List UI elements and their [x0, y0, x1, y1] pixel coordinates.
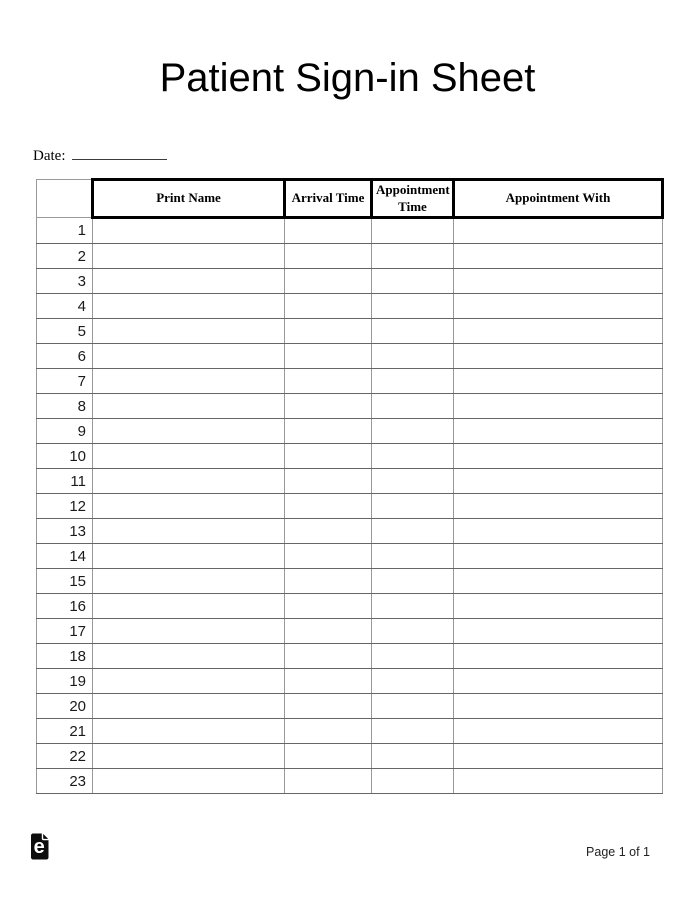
appointment-time-cell	[372, 669, 454, 694]
row-number-cell: 22	[37, 744, 93, 769]
table-row	[37, 594, 663, 619]
table-row	[37, 569, 663, 594]
arrival-time-cell	[285, 694, 372, 719]
appointment-with-cell	[454, 669, 663, 694]
appointment-time-cell	[372, 694, 454, 719]
print-name-cell	[93, 469, 285, 494]
appointment-with-cell	[454, 469, 663, 494]
appointment-time-cell	[372, 419, 454, 444]
appointment-with-cell	[454, 694, 663, 719]
appointment-time-cell	[372, 218, 454, 244]
arrival-time-cell	[285, 569, 372, 594]
appointment-time-cell	[372, 544, 454, 569]
arrival-time-cell	[285, 769, 372, 794]
appointment-with-cell	[454, 619, 663, 644]
table-row	[37, 369, 663, 394]
eforms-logo-icon	[30, 833, 49, 860]
arrival-time-cell	[285, 469, 372, 494]
print-name-cell	[93, 569, 285, 594]
print-name-cell	[93, 694, 285, 719]
print-name-cell	[93, 244, 285, 269]
appointment-with-cell	[454, 744, 663, 769]
appointment-time-cell	[372, 594, 454, 619]
header-cell-appointment-with: Appointment With	[454, 180, 663, 218]
table-row	[37, 444, 663, 469]
appointment-time-cell	[372, 769, 454, 794]
row-number-cell: 13	[37, 519, 93, 544]
arrival-time-cell	[285, 369, 372, 394]
row-number-cell: 17	[37, 619, 93, 644]
arrival-time-cell	[285, 519, 372, 544]
date-blank-field	[72, 146, 167, 160]
table-row	[37, 694, 663, 719]
print-name-cell	[93, 594, 285, 619]
appointment-time-cell	[372, 369, 454, 394]
arrival-time-cell	[285, 444, 372, 469]
row-number-cell: 8	[37, 394, 93, 419]
appointment-with-cell	[454, 218, 663, 244]
print-name-cell	[93, 719, 285, 744]
table-row	[37, 294, 663, 319]
date-line	[33, 146, 167, 165]
header-cell-row-number	[37, 180, 93, 218]
row-number-cell: 21	[37, 719, 93, 744]
arrival-time-cell	[285, 394, 372, 419]
signin-table	[36, 178, 664, 794]
table-row	[37, 719, 663, 744]
table-row	[37, 619, 663, 644]
table-row	[37, 244, 663, 269]
table-row	[37, 394, 663, 419]
appointment-time-cell	[372, 619, 454, 644]
print-name-cell	[93, 444, 285, 469]
appointment-with-cell	[454, 519, 663, 544]
row-number-cell: 18	[37, 644, 93, 669]
appointment-with-cell	[454, 594, 663, 619]
arrival-time-cell	[285, 494, 372, 519]
row-number-cell: 9	[37, 419, 93, 444]
arrival-time-cell	[285, 244, 372, 269]
appointment-with-cell	[454, 369, 663, 394]
appointment-time-cell	[372, 519, 454, 544]
table-row	[37, 419, 663, 444]
appointment-time-cell	[372, 244, 454, 269]
row-number-cell: 12	[37, 494, 93, 519]
arrival-time-cell	[285, 544, 372, 569]
print-name-cell	[93, 394, 285, 419]
print-name-cell	[93, 669, 285, 694]
row-number-cell: 5	[37, 319, 93, 344]
appointment-with-cell	[454, 269, 663, 294]
row-number-cell: 6	[37, 344, 93, 369]
print-name-cell	[93, 744, 285, 769]
arrival-time-cell	[285, 419, 372, 444]
print-name-cell	[93, 544, 285, 569]
print-name-cell	[93, 269, 285, 294]
print-name-cell	[93, 319, 285, 344]
appointment-time-cell	[372, 269, 454, 294]
appointment-time-cell	[372, 744, 454, 769]
appointment-with-cell	[454, 544, 663, 569]
arrival-time-cell	[285, 319, 372, 344]
row-number-cell: 3	[37, 269, 93, 294]
appointment-with-cell	[454, 244, 663, 269]
row-number-cell: 23	[37, 769, 93, 794]
appointment-time-cell	[372, 394, 454, 419]
table-row	[37, 218, 663, 244]
arrival-time-cell	[285, 644, 372, 669]
table-row	[37, 769, 663, 794]
arrival-time-cell	[285, 669, 372, 694]
print-name-cell	[93, 294, 285, 319]
table-row	[37, 494, 663, 519]
table-row	[37, 319, 663, 344]
print-name-cell	[93, 369, 285, 394]
header-row	[37, 180, 663, 218]
row-number-cell: 11	[37, 469, 93, 494]
row-number-cell: 10	[37, 444, 93, 469]
print-name-cell	[93, 419, 285, 444]
arrival-time-cell	[285, 594, 372, 619]
appointment-with-cell	[454, 569, 663, 594]
appointment-time-cell	[372, 344, 454, 369]
header-cell-arrival-time: Arrival Time	[285, 180, 372, 218]
arrival-time-cell	[285, 344, 372, 369]
arrival-time-cell	[285, 719, 372, 744]
table-row	[37, 544, 663, 569]
print-name-cell	[93, 519, 285, 544]
table-row	[37, 344, 663, 369]
header-cell-appointment-time: Appointment Time	[372, 180, 454, 218]
appointment-with-cell	[454, 394, 663, 419]
print-name-cell	[93, 218, 285, 244]
page-number: Page 1 of 1	[586, 845, 650, 859]
table-header	[37, 180, 663, 218]
row-number-cell: 4	[37, 294, 93, 319]
print-name-cell	[93, 494, 285, 519]
row-number-cell: 16	[37, 594, 93, 619]
row-number-cell: 1	[37, 218, 93, 244]
appointment-with-cell	[454, 319, 663, 344]
table-row	[37, 669, 663, 694]
print-name-cell	[93, 619, 285, 644]
appointment-with-cell	[454, 494, 663, 519]
date-label: Date:	[33, 148, 66, 164]
row-number-cell: 14	[37, 544, 93, 569]
print-name-cell	[93, 769, 285, 794]
row-number-cell: 19	[37, 669, 93, 694]
appointment-time-cell	[372, 444, 454, 469]
appointment-with-cell	[454, 344, 663, 369]
row-number-cell: 7	[37, 369, 93, 394]
appointment-with-cell	[454, 294, 663, 319]
arrival-time-cell	[285, 294, 372, 319]
page-title: Patient Sign-in Sheet	[159, 56, 536, 100]
appointment-time-cell	[372, 494, 454, 519]
appointment-with-cell	[454, 769, 663, 794]
appointment-time-cell	[372, 719, 454, 744]
table-row	[37, 269, 663, 294]
header-cell-print-name: Print Name	[93, 180, 285, 218]
print-name-cell	[93, 344, 285, 369]
arrival-time-cell	[285, 744, 372, 769]
appointment-time-cell	[372, 294, 454, 319]
appointment-time-cell	[372, 569, 454, 594]
row-number-cell: 2	[37, 244, 93, 269]
row-number-cell: 15	[37, 569, 93, 594]
appointment-time-cell	[372, 644, 454, 669]
table-row	[37, 744, 663, 769]
arrival-time-cell	[285, 269, 372, 294]
appointment-with-cell	[454, 644, 663, 669]
row-number-cell: 20	[37, 694, 93, 719]
logo-letter: e	[33, 836, 45, 858]
table-row	[37, 644, 663, 669]
appointment-with-cell	[454, 719, 663, 744]
table-row	[37, 519, 663, 544]
print-name-cell	[93, 644, 285, 669]
table-body	[37, 218, 663, 794]
appointment-time-cell	[372, 319, 454, 344]
appointment-with-cell	[454, 419, 663, 444]
table-row	[37, 469, 663, 494]
appointment-time-cell	[372, 469, 454, 494]
appointment-with-cell	[454, 444, 663, 469]
arrival-time-cell	[285, 218, 372, 244]
arrival-time-cell	[285, 619, 372, 644]
